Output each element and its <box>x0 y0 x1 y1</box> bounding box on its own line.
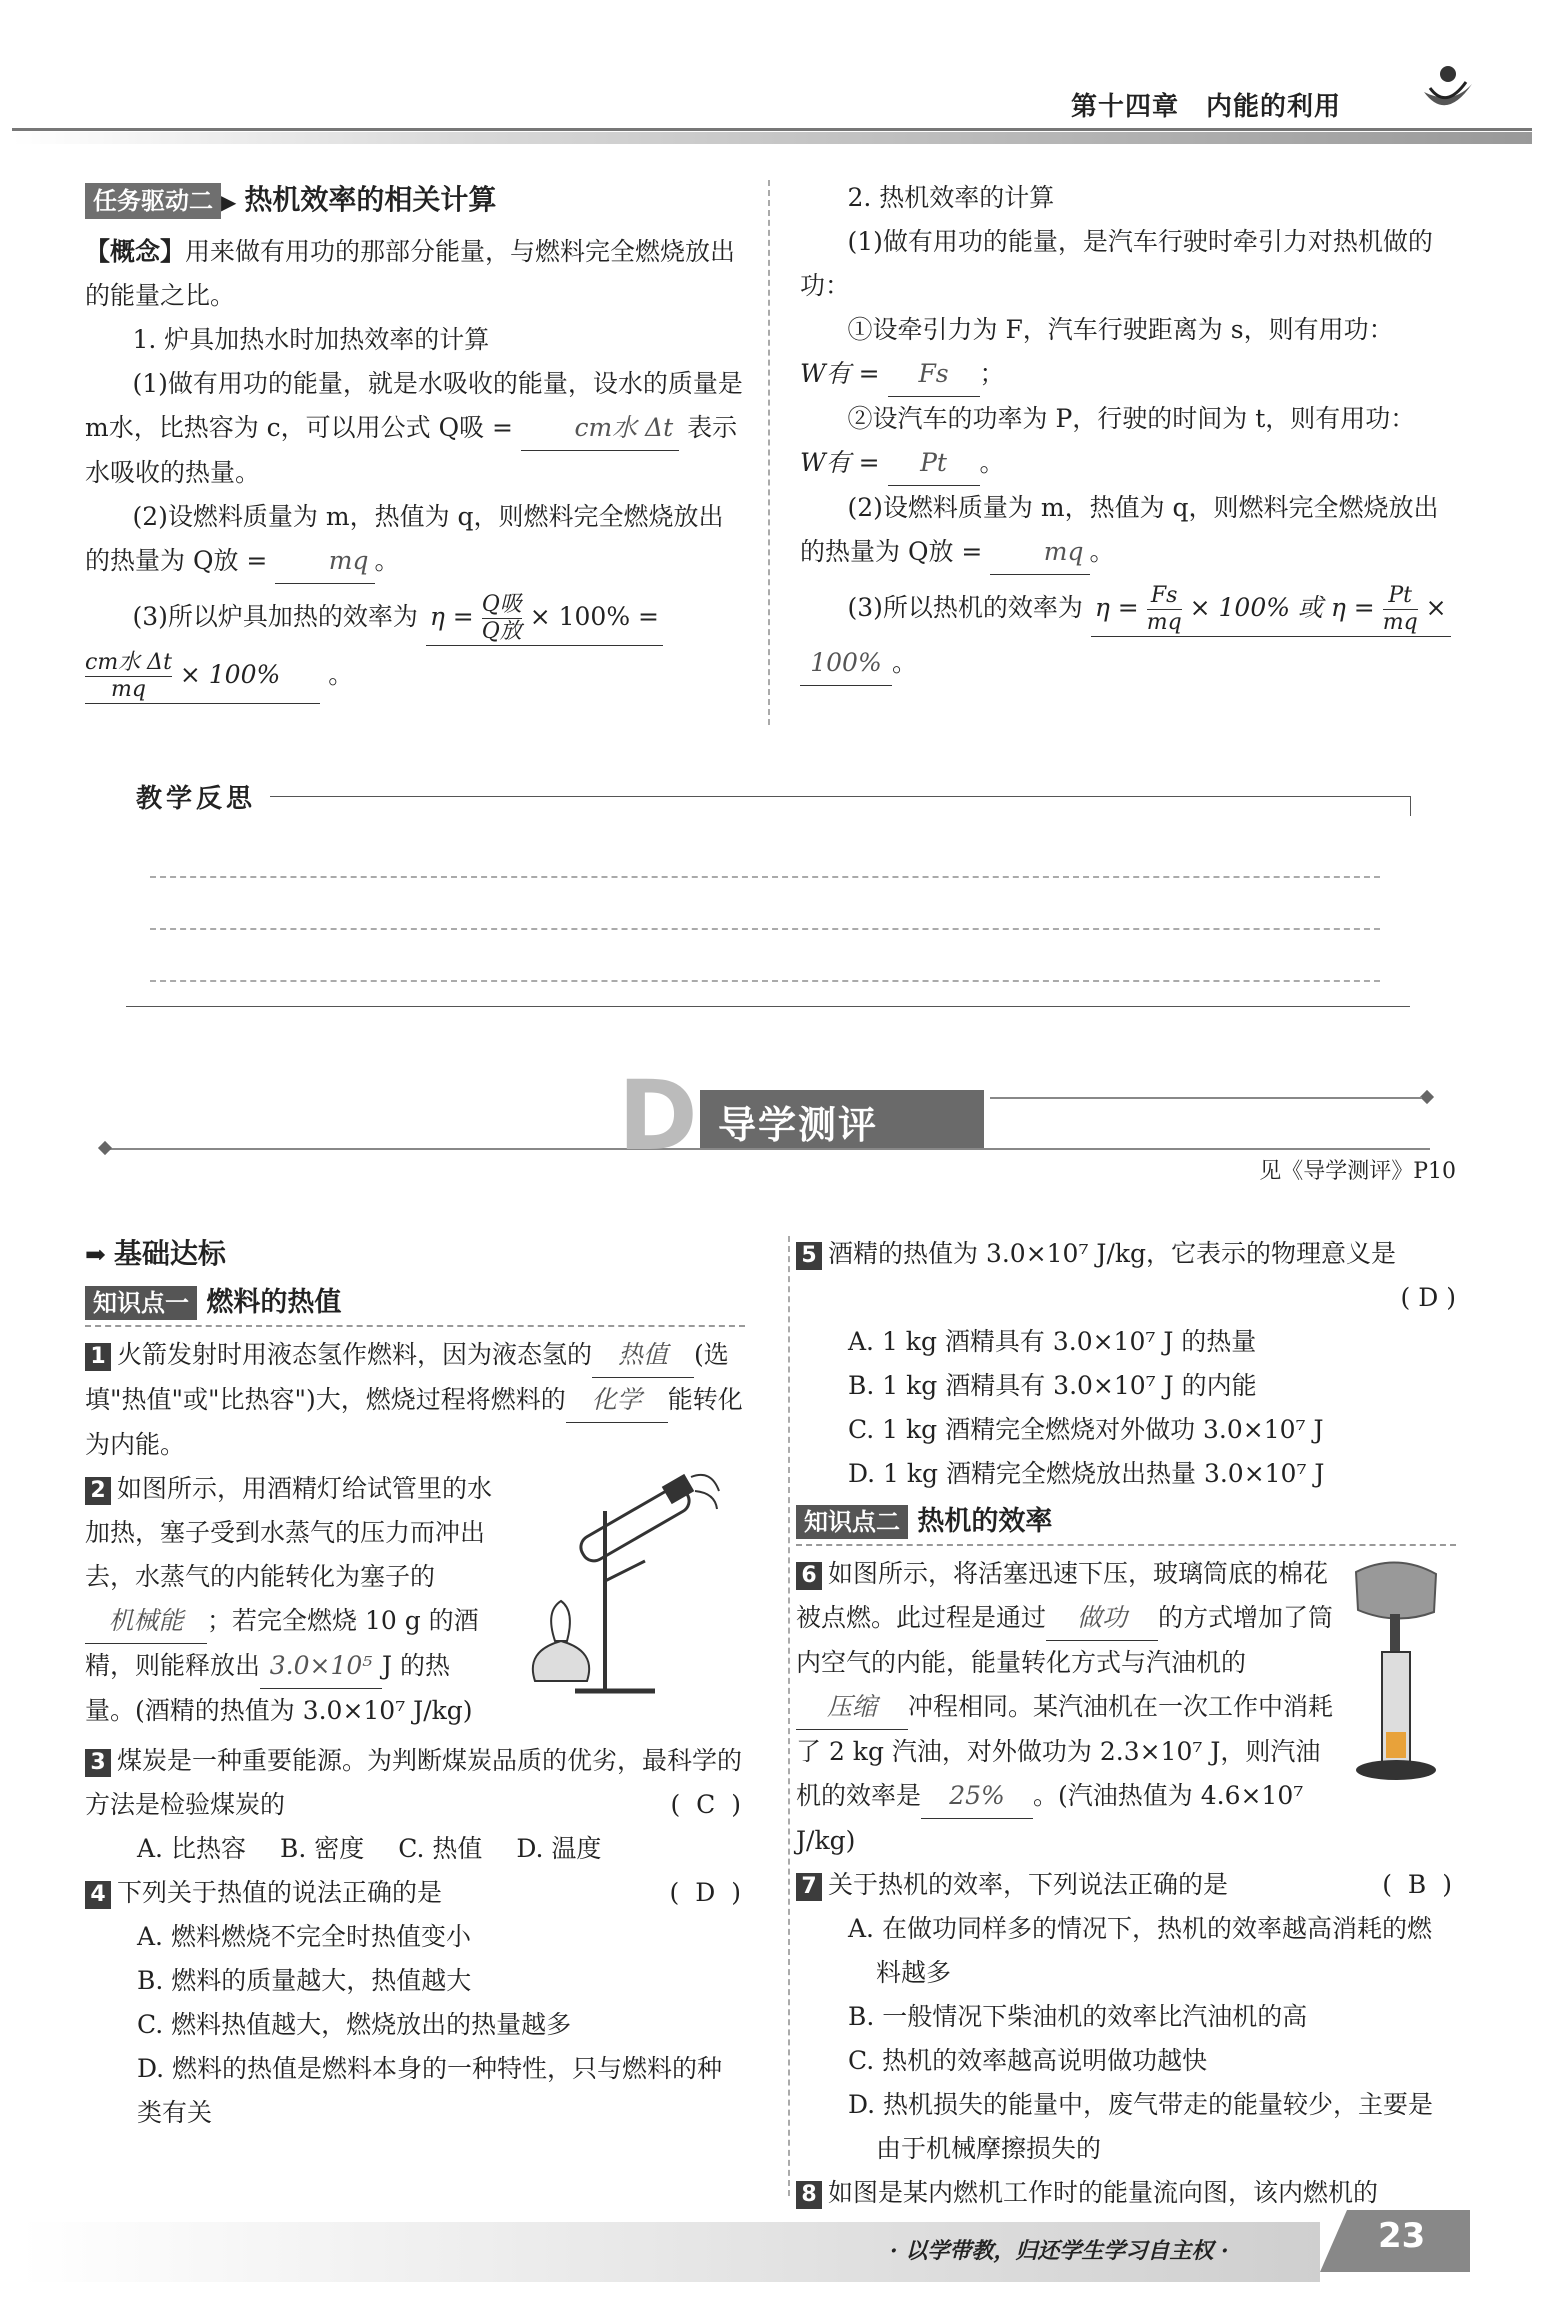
reflection-top-line <box>270 796 1410 797</box>
s1-ans-frac <box>85 650 172 703</box>
q1-b: (选填"热值"或"比热容")大，燃烧过程将燃料的 <box>85 1340 729 1414</box>
s2-p3a: (3)所以热机的效率为 <box>847 593 1083 622</box>
q5-opt-a: A. 1 kg 酒精具有 3.0×10⁷ J 的热量 <box>848 1327 1257 1356</box>
banner-right-dot <box>1420 1090 1434 1104</box>
q4-opt-b: B. 燃料的质量越大，热值越大 <box>137 1966 472 1995</box>
s1-p2-blank: mq <box>275 539 374 584</box>
s1-p2-end: 。 <box>374 546 400 575</box>
s2-p2-end: 。 <box>1089 537 1115 566</box>
q8-text: 如图是某内燃机工作时的能量流向图，该内燃机的 <box>828 2178 1379 2207</box>
kp2-title: 热机的效率 <box>917 1506 1053 1537</box>
s1-p1a: (1)做有用功的能量，就是水吸收的能量，设水的质量是 m水，比热容为 c，可以用公式 Q吸 = <box>85 369 743 442</box>
s2-f2-top: Pt <box>1383 583 1418 610</box>
q2-num: 2 <box>85 1477 111 1505</box>
banner-upper-line <box>990 1097 1422 1099</box>
q7-answer: ( B ) <box>1382 1870 1456 1899</box>
s1-p1-blank: cm水 Δt <box>521 406 679 451</box>
header-rule <box>12 128 1532 131</box>
basics-title: 基础达标 <box>113 1237 226 1270</box>
s2-p2-blank: mq <box>990 530 1089 575</box>
reflection-line-3 <box>150 980 1380 982</box>
concept-label: 【概念】 <box>85 237 186 266</box>
q2-a: 如图所示，用酒精灯给试管里的水加热，塞子受到水蒸气的压力而冲出去，水蒸气的内能转化为塞子的 <box>85 1474 493 1591</box>
s2-eta-expr <box>1091 583 1451 637</box>
s1-frac-top: Q吸 <box>481 592 522 617</box>
q6-c: 冲程相同。某汽油机在一次工作中消耗了 2 kg 汽油，对外做功为 2.3×10⁷ J，则汽油机的效率是 <box>796 1692 1334 1810</box>
page-number: 23 <box>1378 2216 1426 2256</box>
q1-c: 能转化为内能。 <box>85 1385 743 1459</box>
s1-frac-bot: Q放 <box>481 619 522 644</box>
banner-left-dot <box>98 1141 112 1155</box>
footer-slogan: · 以学带教，归还学生学习自主权 · <box>890 2238 1229 2264</box>
q3-answer: ( C ) <box>670 1790 745 1819</box>
s2-w1: W有 = <box>800 359 880 388</box>
s2-w2: W有 = <box>800 448 880 477</box>
s2-p2a: (2)设燃料质量为 m，热值为 q，则燃料完全燃烧放出的热量为 Q放 = <box>800 493 1439 566</box>
q1-blank2: 化学 <box>566 1378 668 1423</box>
s1-eta-expr <box>426 592 663 646</box>
q5-opt-d: D. 1 kg 酒精完全燃烧放出热量 3.0×10⁷ J <box>848 1459 1325 1488</box>
q1-num: 1 <box>85 1343 111 1371</box>
q7-opt-b: B. 一般情况下柴油机的效率比汽油机的高 <box>848 2002 1308 2031</box>
s2-f2-bot: mq <box>1382 610 1418 635</box>
column-divider <box>768 180 770 725</box>
s1-ans-times: × 100% <box>179 660 281 689</box>
q5-opt-c: C. 1 kg 酒精完全燃烧对外做功 3.0×10⁷ J <box>848 1415 1324 1444</box>
task2-right: 2. 热机效率的计算 (1)做有用功的能量，是汽车行驶时牵引力对热机做的功： ①设牵引力为 F，汽车行驶距离为 s，则有用功： W有 = Fs ； ②设汽车的功率为 P，行驶的时间为 t，则有用功： W有 = Pt 。 (2)设燃料质量为 m，热值为 q，则燃料完全燃烧放出的热量为 Q放 = mq 。 (3)所以热机的效率为 η = $\frac{Fs}{mq}$ × 100% 或 η = $\frac{Pt}{mq}$ × 100% 。 <box>800 176 1460 686</box>
q3-text: 煤炭是一种重要能源。为判断煤炭品质的优劣，最科学的方法是检验煤炭的 <box>85 1746 743 1819</box>
q6-num: 6 <box>796 1562 822 1590</box>
reflection-right-edge <box>1410 796 1411 816</box>
s1-end: 。 <box>328 660 354 689</box>
s1-times: × 100% = <box>529 602 659 631</box>
questions-right <box>796 1232 1456 2215</box>
s2-title: 2. 热机效率的计算 <box>847 183 1055 212</box>
s2-end: 。 <box>892 648 918 677</box>
s1-p1b: 表示水吸收的热量。 <box>85 413 738 487</box>
s2-c2: ②设汽车的功率为 P，行驶的时间为 t，则有用功： <box>847 404 1416 433</box>
q2-c: J 的热量。(酒精的热值为 3.0×10⁷ J/kg) <box>85 1651 473 1725</box>
q4-opt-c: C. 燃料热值越大，燃烧放出的热量越多 <box>137 2010 572 2039</box>
q7-opt-c: C. 热机的效率越高说明做功越快 <box>848 2046 1208 2075</box>
s2-mid: × 100% 或 η = <box>1189 593 1375 622</box>
kp1-label: 知识点一 <box>85 1286 197 1320</box>
q6-blank2: 压缩 <box>796 1685 908 1730</box>
q4-opt-d: D. 燃料的热值是燃料本身的一种特性，只与燃料的种类有关 <box>137 2054 723 2127</box>
s1-eta: η = <box>429 602 474 631</box>
task-title: 热机效率的相关计算 <box>244 183 497 216</box>
q6-d: 。(汽油热值为 4.6×10⁷ J/kg) <box>796 1781 1304 1855</box>
q5-answer: ( D ) <box>1400 1283 1456 1312</box>
kp2-label: 知识点二 <box>796 1505 908 1539</box>
q2-b: ；若完全燃烧 10 g 的酒精，则能释放出 <box>85 1606 479 1680</box>
s2-w2-blank: Pt <box>888 441 980 486</box>
s2-w1-blank: Fs <box>888 352 980 397</box>
q8-num: 8 <box>796 2181 822 2209</box>
s2-eta1: η = <box>1094 593 1139 622</box>
task-tag: 任务驱动二 <box>85 183 221 219</box>
q1-a: 火箭发射时用液态氢作燃料，因为液态氢的 <box>117 1340 593 1369</box>
reflection-line-2 <box>150 928 1380 930</box>
reflection-line-1 <box>150 876 1380 878</box>
s1-p2a: (2)设燃料质量为 m，热值为 q，则燃料完全燃烧放出的热量为 Q放 = <box>85 502 724 575</box>
q6-a: 如图所示，将活塞迅速下压，玻璃筒底的棉花被点燃。此过程是通过 <box>796 1559 1329 1632</box>
q4-answer: ( D ) <box>669 1878 745 1907</box>
q7-num: 7 <box>796 1873 822 1901</box>
basics-arrow-icon: ➡ <box>85 1240 106 1269</box>
s1-frac <box>482 592 522 645</box>
s1-ans-top: cm水 Δt <box>85 650 172 675</box>
q7-opt-a: A. 在做功同样多的情况下，热机的效率越高消耗的燃料越多 <box>848 1914 1432 1987</box>
q1-blank1: 热值 <box>592 1333 694 1378</box>
s1-answer <box>85 650 320 704</box>
q5-text: 酒精的热值为 3.0×10⁷ J/kg，它表示的物理意义是 <box>828 1239 1397 1268</box>
banner-d-letter: D <box>618 1060 698 1172</box>
q3-opt-b: B. 密度 <box>279 1834 365 1863</box>
reflection-title: 教学反思 <box>136 784 257 814</box>
q6-blank1: 做功 <box>1046 1596 1158 1641</box>
chapter-title: 第十四章 内能的利用 <box>1070 92 1341 122</box>
piston-cylinder-illustration <box>1336 1552 1456 1792</box>
q4-text: 下列关于热值的说法正确的是 <box>117 1878 443 1907</box>
q5-opt-b: B. 1 kg 酒精具有 3.0×10⁷ J 的内能 <box>848 1371 1257 1400</box>
task2-left <box>85 178 745 704</box>
kp1-title: 燃料的热值 <box>206 1287 342 1318</box>
q5-num: 5 <box>796 1242 822 1270</box>
tag-arrow-icon: ▶ <box>221 190 237 214</box>
header-bar <box>12 132 1532 144</box>
s1-title: 1. 炉具加热水时加热效率的计算 <box>132 325 490 354</box>
q3-opt-a: A. 比热容 <box>137 1834 246 1863</box>
banner-title: 导学测评 <box>718 1103 879 1147</box>
s2-times: × <box>1425 593 1447 622</box>
alcohol-lamp-test-tube-illustration <box>515 1471 725 1701</box>
s2-tail: 100% <box>800 641 892 686</box>
q2-blank2: 3.0×10⁵ <box>260 1644 382 1689</box>
s1-ans-bot: mq <box>110 677 146 702</box>
column-divider-2 <box>788 1236 790 2196</box>
concept-text: 用来做有用功的那部分能量，与燃料完全燃烧放出的能量之比。 <box>85 237 736 310</box>
q6-b: 的方式增加了筒内空气的内能，能量转化方式与汽油机的 <box>796 1603 1334 1677</box>
q3-opt-c: C. 热值 <box>398 1834 483 1863</box>
q3-opt-d: D. 温度 <box>516 1834 602 1863</box>
reflection-bottom-line <box>126 1006 1410 1007</box>
s1-p3a: (3)所以炉具加热的效率为 <box>132 602 418 631</box>
s2-w2-end: 。 <box>979 448 1005 477</box>
q4-opt-a: A. 燃料燃烧不完全时热值变小 <box>137 1922 471 1951</box>
s2-p1: (1)做有用功的能量，是汽车行驶时牵引力对热机做的功： <box>800 227 1433 300</box>
s2-frac2 <box>1383 583 1418 636</box>
s2-f1-top: Fs <box>1147 583 1182 610</box>
book-logo-icon <box>1416 62 1476 122</box>
questions-left <box>85 1232 745 2135</box>
s2-f1-bot: mq <box>1146 610 1182 635</box>
q7-opt-d: D. 热机损失的能量中，废气带走的能量较少，主要是由于机械摩擦损失的 <box>848 2090 1434 2163</box>
q7-text: 关于热机的效率，下列说法正确的是 <box>828 1870 1229 1899</box>
q6-blank3: 25% <box>921 1774 1033 1819</box>
s2-frac1 <box>1147 583 1182 636</box>
banner-ref: 见《导学测评》P10 <box>1259 1159 1456 1184</box>
q4-num: 4 <box>85 1881 111 1909</box>
s2-c1: ①设牵引力为 F，汽车行驶距离为 s，则有用功： <box>847 315 1394 344</box>
q2-blank1: 机械能 <box>85 1599 207 1644</box>
q3-num: 3 <box>85 1749 111 1777</box>
